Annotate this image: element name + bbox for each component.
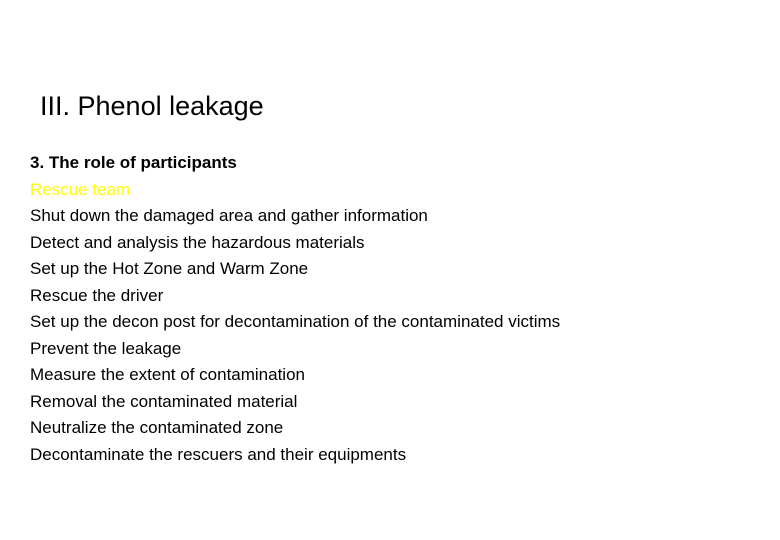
task-item: Neutralize the contaminated zone [30,418,284,437]
section-subheading: 3. The role of participants [30,153,237,172]
task-item: Shut down the damaged area and gather information [30,206,428,225]
task-item: Decontaminate the rescuers and their equipments [30,444,407,464]
slide-title: III. Phenol leakage [40,91,264,121]
task-list [30,203,750,468]
team-label: Rescue team [30,179,131,199]
task-item: Set up the Hot Zone and Warm Zone [30,259,309,278]
task-item: Removal the contaminated material [30,391,298,411]
task-item: Measure the extent of contamination [30,365,305,384]
task-item: Prevent the leakage [30,338,182,358]
task-item: Rescue the driver [30,285,164,305]
task-item: Detect and analysis the hazardous materials [30,232,365,252]
slide-body [30,150,750,468]
task-item: Set up the decon post for decontamination of the contaminated victims [30,312,561,331]
